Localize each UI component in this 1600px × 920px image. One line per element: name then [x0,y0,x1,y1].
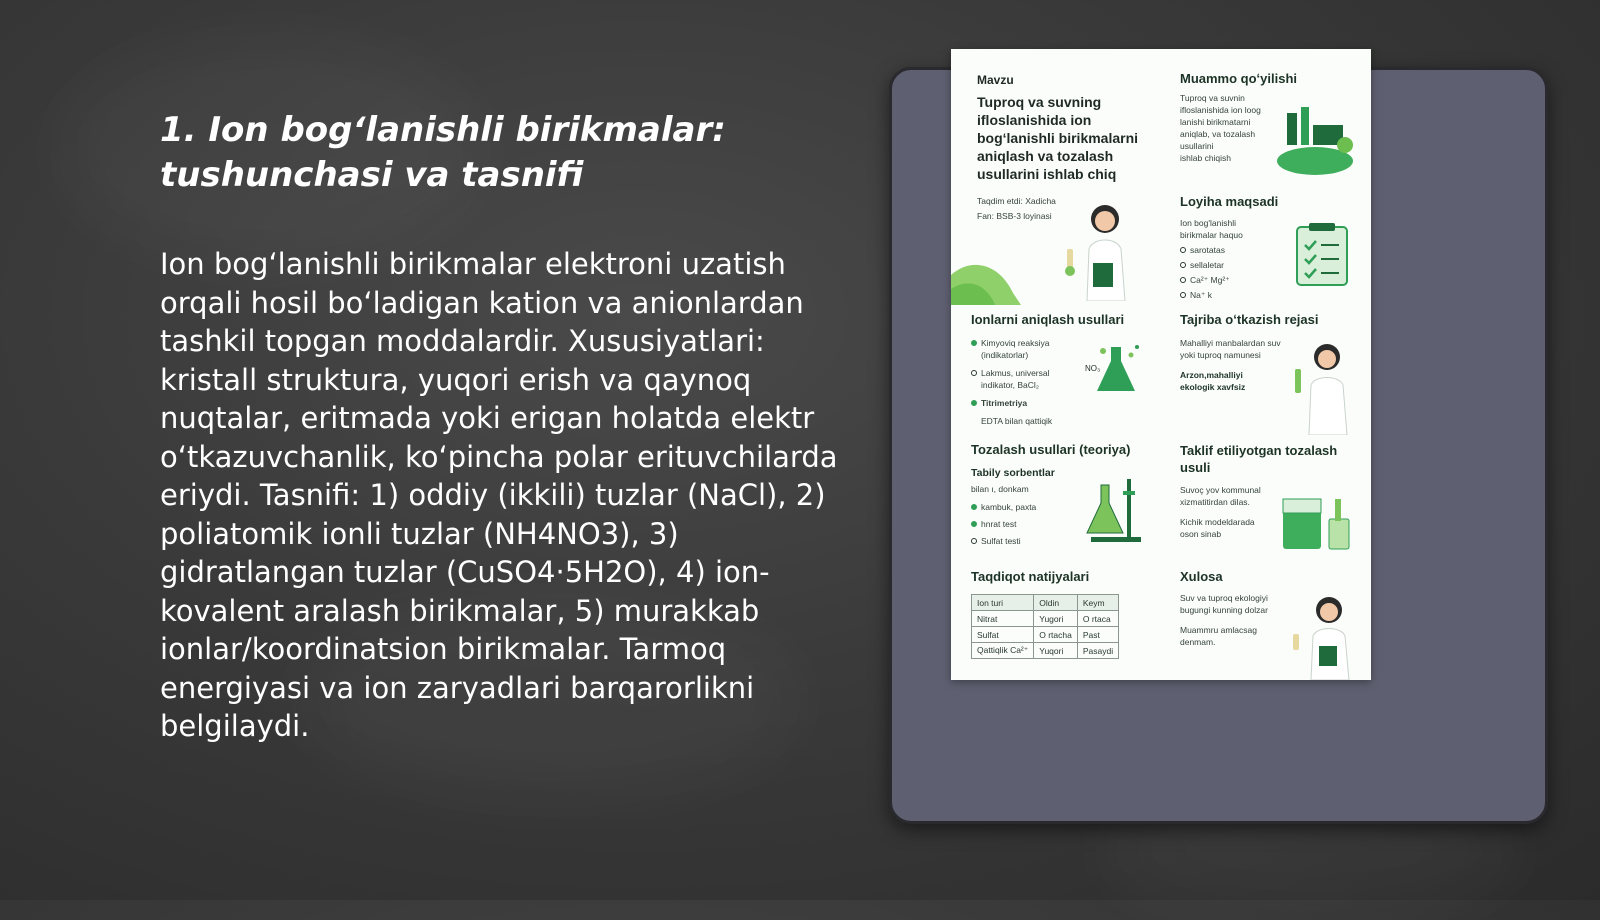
taklif-line: Kichik modeldarada [1180,517,1255,527]
lab-stand-flask-icon [1085,477,1145,543]
tajriba-title: Tajriba oʻtkazish rejasi [1180,312,1319,327]
results-table [971,594,1119,659]
flask-icon [1081,341,1141,397]
table-row: Sulfat O rtacha Past [972,627,1119,643]
muammo-line: aniqlab, va tozalash [1180,129,1256,139]
checklist-clipboard-icon [1295,223,1349,287]
tajriba-bold-text: Arzon,mahalliyi ekologik xavfsiz [1180,370,1246,392]
taklif-line: oson sinab [1180,529,1222,539]
table-row: Qattiqlik Ca²⁺ Yuqori Pasaydi [972,643,1119,659]
infographic-poster [951,49,1371,680]
muammo-text [1180,92,1280,164]
muammo-line: lanishi birikmatarni [1180,117,1251,127]
xulosa-line: Suv va tuproq ekologiyi [1180,593,1268,603]
mavzu-title: Tuproq va suvning ifloslanishida ion bogʻlanishli birikmalarni aniqlash va tozalash usullarini ishlab chiq [977,94,1139,182]
tozalash-item: Sulfat testi [971,535,1171,547]
muammo-line: ishlab chiqish [1180,153,1232,163]
natijalar-section [971,569,1171,659]
tozalash-intro: bilan ı, donkam [971,484,1029,494]
mavzu-label: Mavzu [977,73,1014,87]
mavzu-subject: Fan: BSB-3 loyinasi [977,211,1052,221]
xulosa-line: denmam. [1180,637,1216,647]
tajriba-line: Mahalliyi manbalardan suv [1180,338,1281,348]
tozalash-title: Tozalash usullari (teoriya) [971,442,1131,457]
natijalar-title: Taqdiqot natijyalari [971,569,1090,584]
scientist-with-tube-icon [1287,339,1359,435]
flask-label: NO₃ [1085,364,1101,373]
muammo-line: usullarini [1180,141,1214,151]
xulosa-line: bugungi kunning dolzar [1180,605,1268,615]
leaf-decoration-icon [951,253,1021,305]
maqsad-item: Ca²⁺ Mg²⁺ [1180,274,1360,286]
muammo-title: Muammo qoʻyilishi [1180,71,1298,86]
scientist-illustration-icon [1059,199,1139,301]
aniqlash-item: Titrimetriya [971,397,1171,409]
tozalash-item: kambuk, paxta [971,501,1171,513]
xulosa-line: Muammru amlacsag [1180,625,1257,635]
maqsad-item: Na⁺ k [1180,289,1360,301]
taklif-line: Suvoç yov kommunal [1180,485,1261,495]
muammo-line: Tuproq va suvnin [1180,93,1245,103]
aniqlash-title: Ionlarni aniqlash usullari [971,312,1125,327]
slide-title: 1. Ion bogʻlanishli birikmalar: tushunchasi va tasnifi [160,110,726,195]
tajriba-text [1180,337,1300,361]
maqsad-item: sarotatas [1180,244,1360,256]
taklif-title: Taklif etiliyotgan tozalash usuli [1180,443,1338,475]
slide-body: Ion bogʻlanishli birikmalar elektroni uzatish orqali hosil boʻladigan kation va anionlardan tashkil topgan moddalardir. Xususiyatlari: kristall struktura, yuqori erish va qaynoq nuqtalar, eritmada yoki erigan holatda elektr oʻtkazuvchanlik, koʻpincha polar erituvchilarda eriydi. Tasnifi: 1) oddiy (ikkili) tuzlar (NaCl), 2) poliatomik ionli tuzlar (NH4NO3), 3) gidratlangan tuzlar (CuSO4·5H2O), 4) ion-kovalent aralash birikmalar, 5) murakkab ionlar/koordinatsion birikmalar. Tarmoq energiyasi va ion zaryadlari barqarorlikni belgilaydi. [160,247,838,743]
aniqlash-item: Lakmus, universal indikator, BaCl₂ [971,367,1171,391]
table-row: Ion turi Oldin Keym [972,595,1119,611]
table-row: Nitrat Yugori O rtaca [972,611,1119,627]
maqsad-item: sellaletar [1180,259,1360,271]
scientist-conclusion-icon [1287,594,1359,680]
xulosa-title: Xulosa [1180,569,1223,584]
maqsad-title: Loyiha maqsadi [1180,194,1279,209]
taklif-line: xizmatitirdan dilas. [1180,497,1250,507]
mavzu-author: Taqdim etdi: Xadicha [977,196,1056,206]
aniqlash-section [971,312,1171,427]
tajriba-line: yoki tuproq namunesi [1180,350,1261,360]
aniqlash-note: EDTA bilan qattiqik [981,416,1053,426]
factory-pollution-icon [1275,105,1355,177]
tozalash-subtitle: Tabily sorbentlar [971,467,1055,479]
muammo-line: ifloslanishida ion loog [1180,105,1261,115]
aniqlash-item: Kimyoviq reaksiya (indikatorlar) [971,337,1171,361]
tozalash-item: hnrat test [971,518,1171,530]
maqsad-intro-line: Ion bog'lanishli [1180,218,1236,228]
maqsad-intro-line: birikmalar haquo [1180,230,1243,240]
filter-apparatus-icon [1279,489,1355,551]
